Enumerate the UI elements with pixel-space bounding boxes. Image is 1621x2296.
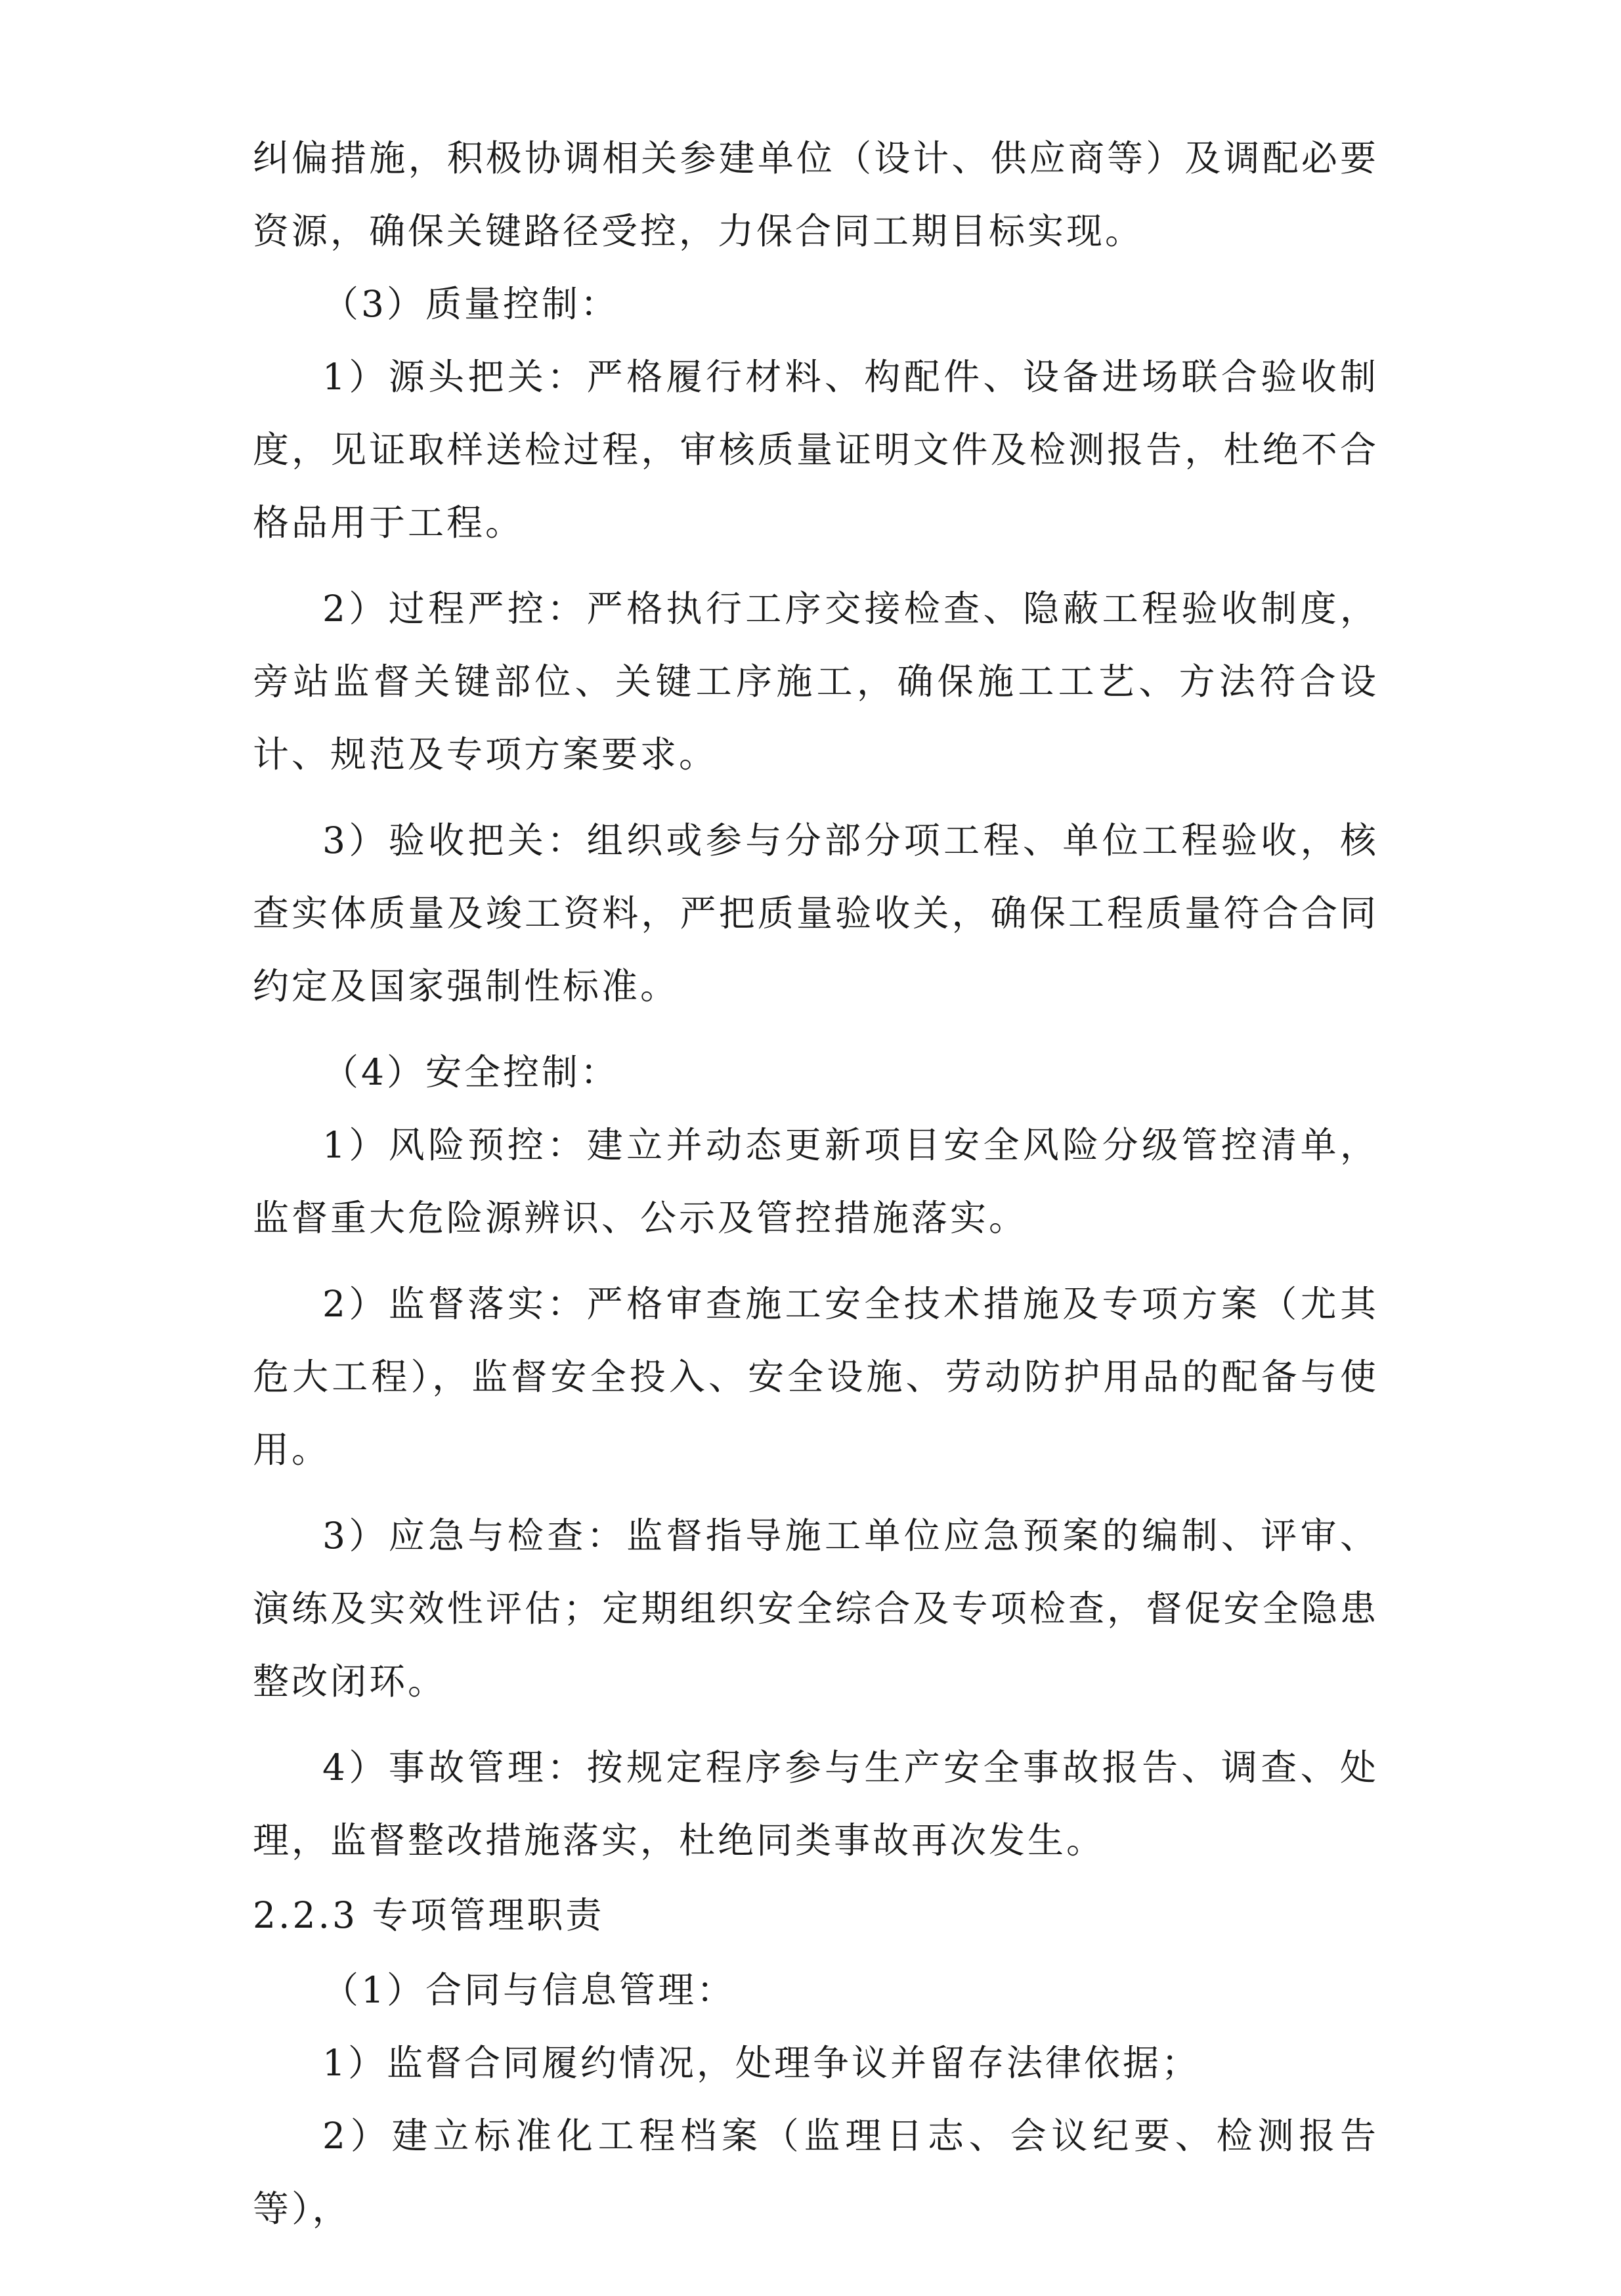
- paragraph-quality-acceptance: 3）验收把关：组织或参与分部分项工程、单位工程验收，核查实体质量及竣工资料，严把质量验收关，确保工程质量符合合同约定及国家强制性标准。: [253, 819, 1379, 1007]
- paragraph-safety-risk: 1）风险预控：建立并动态更新项目安全风险分级管控清单，监督重大危险源辨识、公示及管控措施落实。: [253, 1124, 1379, 1239]
- paragraph-schedule-continuation: 纠偏措施，积极协调相关参建单位（设计、供应商等）及调配必要资源，确保关键路径受控，力保合同工期目标实现。: [253, 137, 1379, 252]
- paragraph-contract-supervision: 1）监督合同履约情况，处理争议并留存法律依据；: [322, 2042, 1200, 2084]
- paragraph-archive-establishment: 2）建立标准化工程档案（监理日志、会议纪要、检测报告等），: [253, 2115, 1379, 2230]
- paragraph-safety-supervision: 2）监督落实：严格审查施工安全技术措施及专项方案（尤其危大工程），监督安全投入、安全设施、劳动防护用品的配备与使用。: [253, 1283, 1379, 1471]
- paragraph-safety-accident: 4）事故管理：按规定程序参与生产安全事故报告、调查、处理，监督整改措施落实，杜绝同类事故再次发生。: [253, 1746, 1379, 1861]
- paragraph-safety-emergency: 3）应急与检查：监督指导施工单位应急预案的编制、评审、演练及实效性评估；定期组织安全综合及专项检查，督促安全隐患整改闭环。: [253, 1515, 1379, 1702]
- paragraph-quality-source: 1）源头把关：严格履行材料、构配件、设备进场联合验收制度，见证取样送检过程，审核质量证明文件及检测报告，杜绝不合格品用于工程。: [253, 356, 1379, 544]
- paragraph-quality-process: 2）过程严控：严格执行工序交接检查、隐蔽工程验收制度，旁站监督关键部位、关键工序施工，确保施工工艺、方法符合设计、规范及专项方案要求。: [253, 588, 1379, 775]
- section-heading-special-management: 2.2.3 专项管理职责: [253, 1894, 605, 1936]
- document-body: [253, 122, 1379, 2245]
- heading-contract-information: （1）合同与信息管理：: [322, 1969, 735, 2011]
- heading-quality-control: （3）质量控制：: [322, 283, 619, 325]
- heading-safety-control: （4）安全控制：: [322, 1051, 619, 1093]
